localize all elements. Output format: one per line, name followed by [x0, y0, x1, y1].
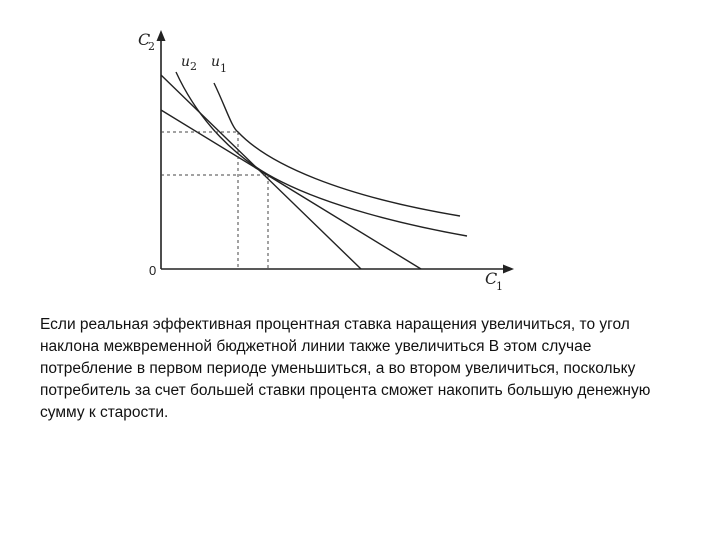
origin-label: 0 [149, 263, 157, 278]
curve-u1-label: u [211, 54, 221, 70]
caption-line: Если реальная эффективная процентная ставка наращения увеличиться, то угол [40, 316, 630, 333]
curve-u2-subscript: 2 [190, 60, 197, 73]
x-axis-subscript: 1 [496, 280, 503, 293]
curve-u1-subscript: 1 [220, 62, 227, 75]
caption-line: наклона межвременной бюджетной линии также увеличиться В этом случае [40, 338, 592, 355]
y-axis-subscript: 2 [148, 40, 155, 53]
y-axis-arrow [157, 30, 166, 41]
x-axis-arrow [503, 265, 514, 274]
caption-text [40, 314, 700, 424]
curve-u2-label: u [181, 54, 191, 70]
budget-line-steep [161, 75, 361, 269]
y-axis-label: C [138, 30, 151, 49]
caption-line: сумму к старости. [40, 404, 169, 421]
budget-line-flat [161, 110, 421, 269]
indifference-curve-u1 [214, 83, 460, 216]
caption-line: потребитель за счет большей ставки процента сможет накопить большую денежную [40, 382, 651, 399]
caption-line: потребление в первом периоде уменьшиться, а во втором увеличиться, поскольку [40, 360, 636, 377]
x-axis-label: C [485, 269, 498, 288]
